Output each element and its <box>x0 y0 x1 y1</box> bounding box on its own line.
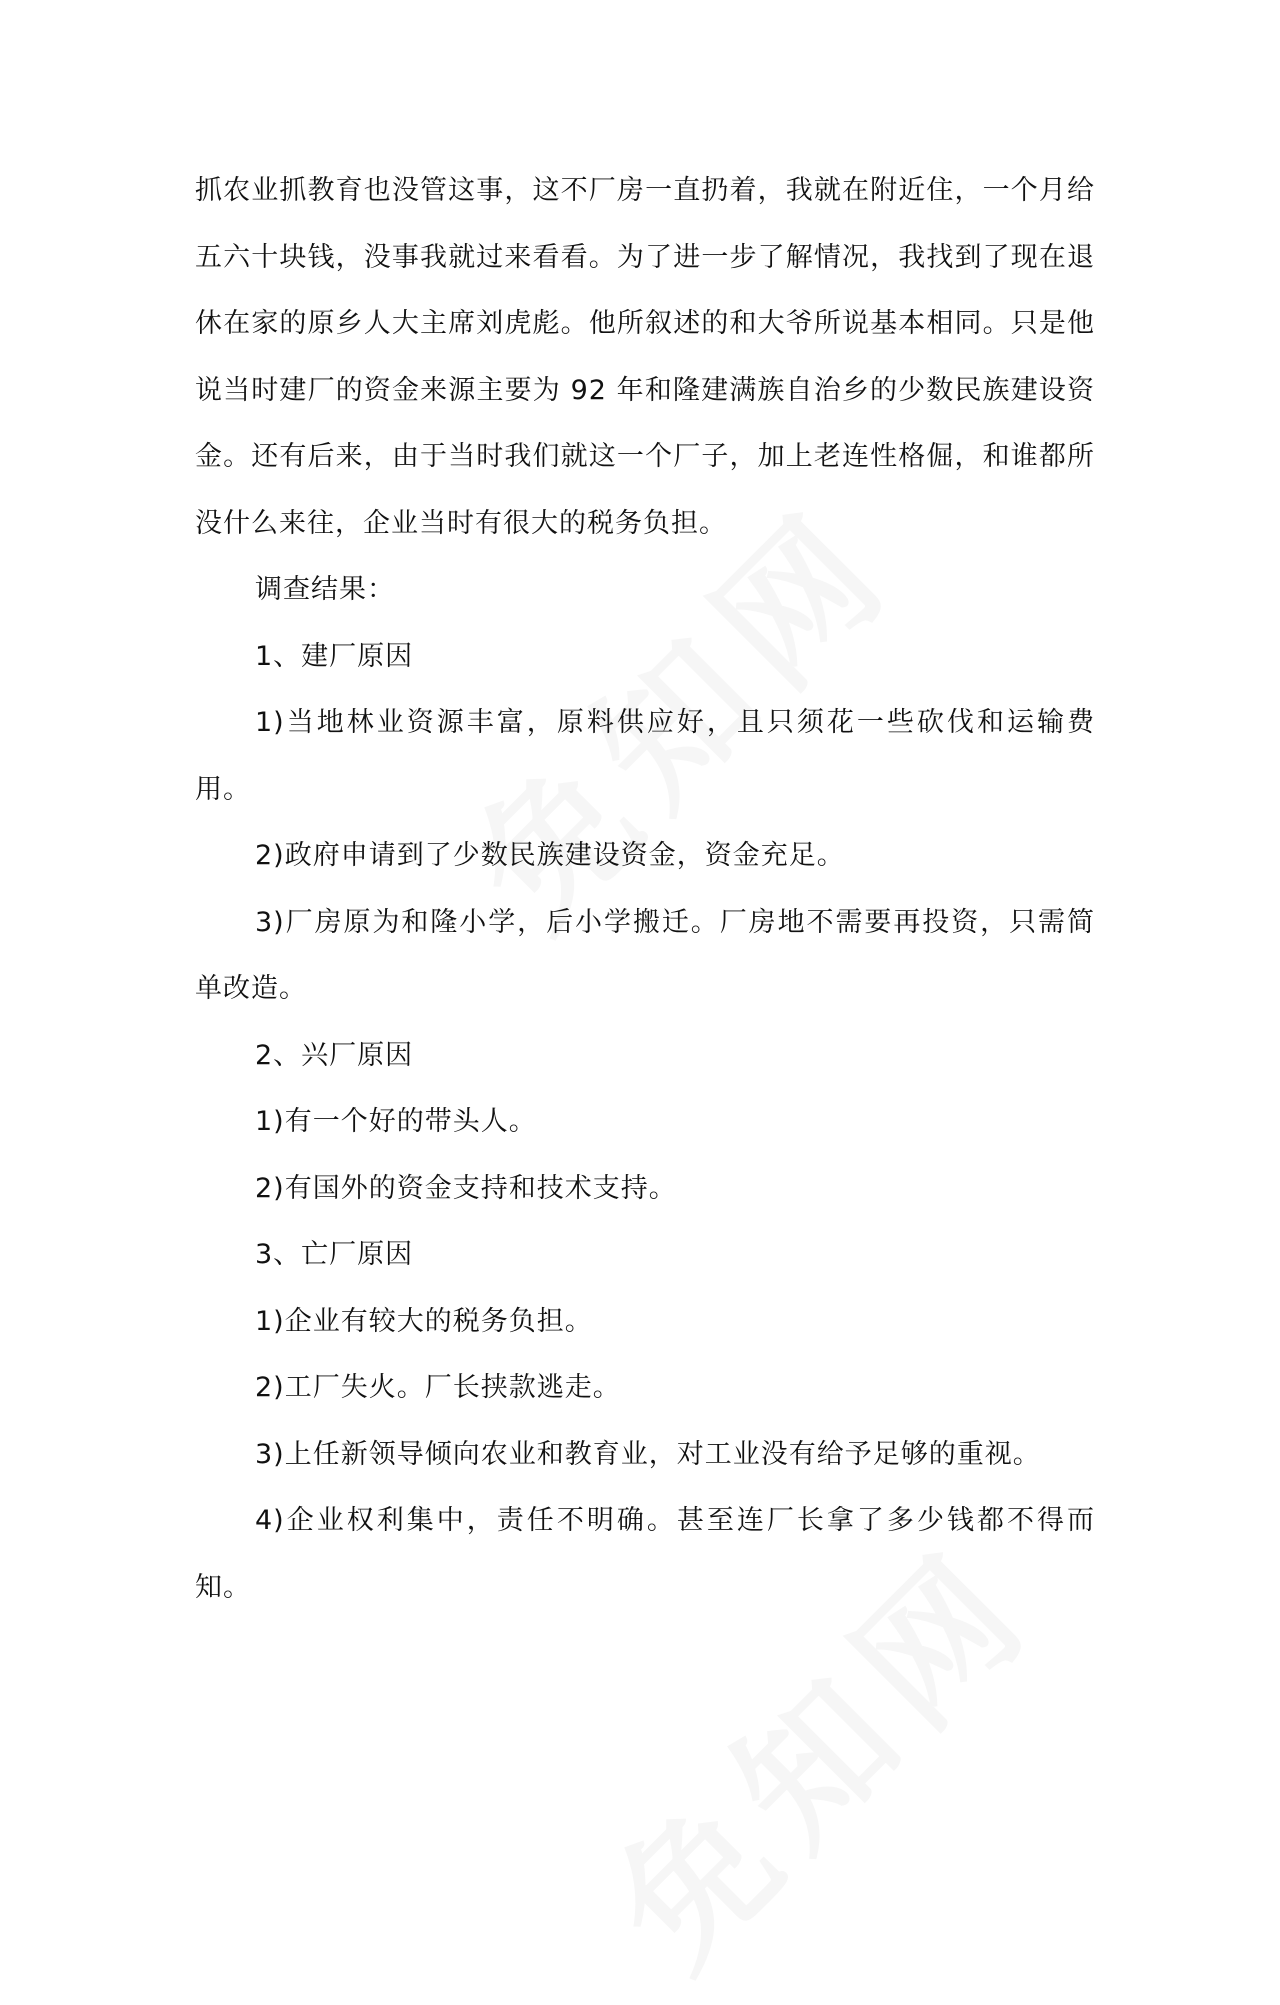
list-item: 3)上任新领导倾向农业和教育业，对工业没有给予足够的重视。 <box>255 1438 1041 1470</box>
list-item: 1)当地林业资源丰富，原料供应好，且只须花一些砍伐和运输费用。 <box>195 707 1095 805</box>
list-item: 1)企业有较大的税务负担。 <box>255 1305 593 1337</box>
paragraph-continuation: 抓农业抓教育也没管这事，这不厂房一直扔着，我就在附近住，一个月给五六十块钱，没事我就过来看看。为了进一步了解情况，我找到了现在退休在家的原乡人大主席刘虎彪。他所叙述的和大爷所说基本相同。只是他说当时建厂的资金来源主要为 92 年和隆建满族自治乡的少数民族建设资金。还有后来，由于当时我们就这一个厂子，加上老连性格倔，和谁都所没什么来往，企业当时有很大的税务负担。 <box>195 175 1095 539</box>
section-heading-prosperity-reasons: 2、兴厂原因 <box>255 1039 414 1071</box>
list-item: 2)有国外的资金支持和技术支持。 <box>255 1172 677 1204</box>
list-item: 4)企业权利集中，责任不明确。甚至连厂长拿了多少钱都不得而知。 <box>195 1505 1095 1603</box>
list-item: 2)工厂失火。厂长挟款逃走。 <box>255 1372 621 1403</box>
heading-survey-results: 调查结果： <box>255 574 395 605</box>
list-item: 1)有一个好的带头人。 <box>255 1106 537 1137</box>
section-heading-founding-reasons: 1、建厂原因 <box>255 640 414 672</box>
list-item: 2)政府申请到了少数民族建设资金，资金充足。 <box>255 840 845 871</box>
document-body <box>195 158 1095 1621</box>
list-item: 3)厂房原为和隆小学，后小学搬迁。厂房地不需要再投资，只需简单改造。 <box>195 906 1095 1004</box>
section-heading-closure-reasons: 3、亡厂原因 <box>255 1239 414 1270</box>
